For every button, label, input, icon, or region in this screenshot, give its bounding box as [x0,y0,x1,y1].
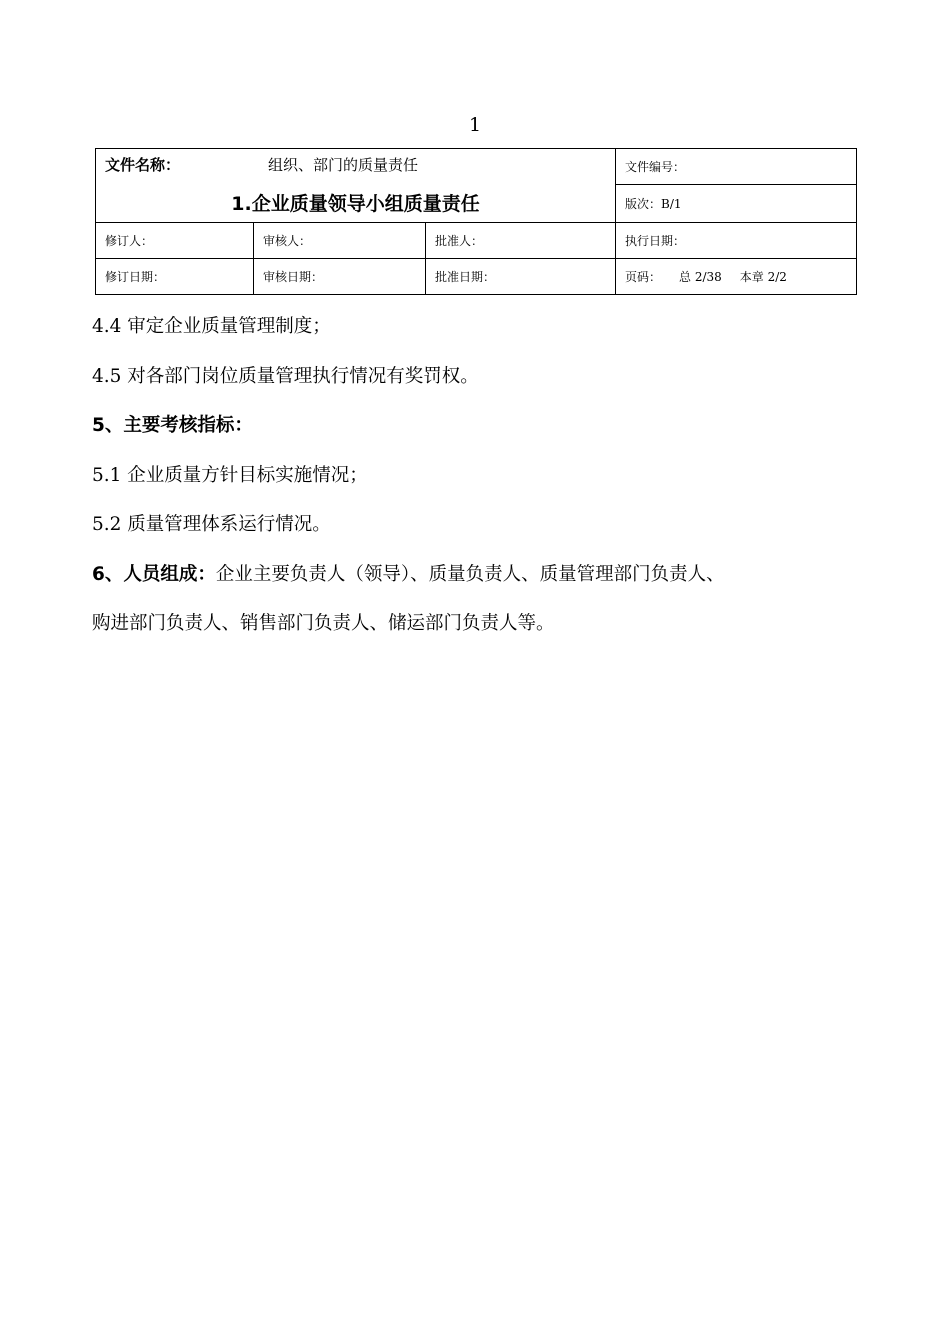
page-chapter: 本章 2/2 [739,270,787,284]
line-4-4: 4.4 审定企业质量管理制度； [92,316,331,337]
reviser-label: 修订人： [96,223,254,259]
page-code-label: 页码： [625,270,662,284]
approve-date-label: 批准日期： [426,259,616,295]
file-name-label: 文件名称： [105,156,181,174]
line-5-2: 5.2 质量管理体系运行情况。 [92,514,331,535]
heading-6: 6、人员组成： [92,563,216,585]
page-total: 总 2/38 [679,270,722,284]
page-number: 1 [468,114,482,136]
version-label: 版次：B/1 [616,185,857,223]
file-name-subtitle: 组织、部门的质量责任 [268,156,419,174]
review-date-label: 审核日期： [254,259,426,295]
approver-label: 批准人： [426,223,616,259]
file-title: 1.企业质量领导小组质量责任 [231,193,480,215]
line-6 [92,550,882,600]
document-header-table [95,148,857,295]
exec-date-label: 执行日期： [616,223,857,259]
page-code-cell [616,259,857,295]
line-4-5: 4.5 对各部门岗位质量管理执行情况有奖罚权。 [92,365,479,387]
file-number-label: 文件编号： [616,149,857,185]
reviewer-label: 审核人： [254,223,426,259]
file-name-cell [96,149,616,223]
line-6-text: 企业主要负责人（领导）、质量负责人、质量管理部门负责人、 [215,563,725,585]
line-6-cont: 购进部门负责人、销售部门负责人、储运部门负责人等。 [92,613,555,634]
line-5-1: 5.1 企业质量方针目标实施情况； [92,464,368,486]
heading-5: 5、主要考核指标： [92,415,253,436]
revise-date-label: 修订日期： [96,259,254,295]
document-body [92,302,882,649]
